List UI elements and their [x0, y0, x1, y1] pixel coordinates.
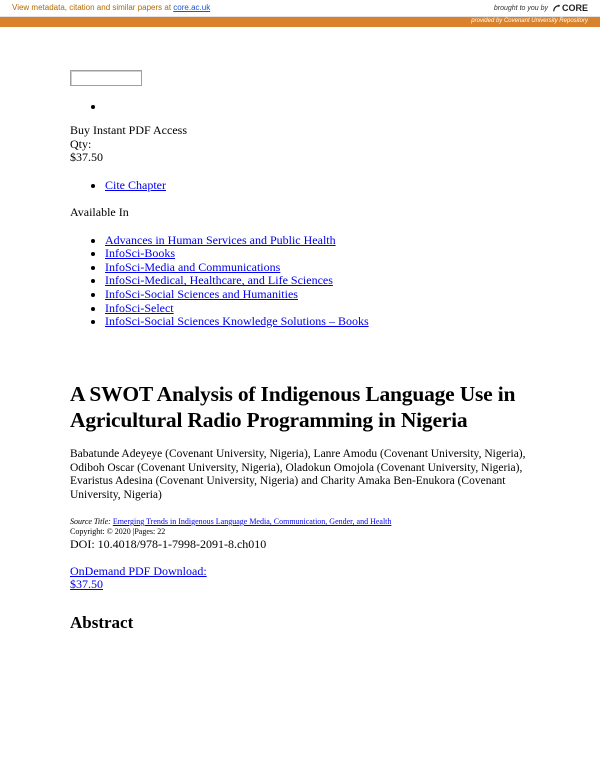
list-item: [105, 288, 540, 302]
collection-link[interactable]: InfoSci-Books: [105, 246, 175, 261]
price-label: $37.50: [70, 150, 103, 164]
source-title-line: [70, 517, 540, 527]
article-authors: Babatunde Adeyeye (Covenant University, Nigeria), Lanre Amodu (Covenant University, Nigeria), Odiboh Oscar (Covenant University, Nigeria), Oladokun Omojola (Covenant University, Nigeria), Evaristus Adesina (Covenant University, Nigeria) and Charity Amaka Ben-Enukora (Covenant University, Nigeria): [70, 447, 526, 502]
core-logo-text: CORE: [561, 3, 588, 13]
spacer: [70, 329, 540, 381]
list-item: [105, 274, 540, 288]
qty-label: Qty:: [70, 136, 92, 151]
collection-link[interactable]: InfoSci-Select: [105, 300, 174, 315]
list-item: [105, 302, 540, 316]
list-item: [105, 234, 540, 248]
empty-bullet-list: [70, 100, 540, 114]
provided-by-text: provided by Covenant University Repository: [471, 18, 588, 24]
article-title: A SWOT Analysis of Indigenous Language Use in Agricultural Radio Programming in Nigeria: [70, 381, 516, 432]
doi-line: DOI: 10.4018/978-1-7998-2091-8.ch010: [70, 536, 267, 551]
spacer: [70, 592, 540, 616]
ondemand-price-link[interactable]: $37.50: [70, 577, 103, 592]
collection-link[interactable]: InfoSci-Social Sciences Knowledge Solutions – Books: [105, 314, 369, 329]
spacer: [70, 433, 540, 448]
page-content: [70, 70, 540, 630]
list-item: [105, 315, 540, 329]
cite-list: [70, 179, 540, 193]
available-in-list: [70, 234, 540, 329]
core-metadata-text: [12, 3, 210, 12]
search-input[interactable]: [70, 70, 142, 86]
collection-link[interactable]: InfoSci-Social Sciences and Humanities: [105, 286, 298, 301]
list-item: [105, 247, 540, 261]
collection-link[interactable]: InfoSci-Medical, Healthcare, and Life Sciences: [105, 273, 333, 288]
ondemand-line: [70, 565, 540, 579]
collection-link[interactable]: InfoSci-Media and Communications: [105, 259, 281, 274]
spacer: [70, 551, 540, 565]
copyright-line: Copyright: © 2020 |Pages: 22: [70, 526, 166, 536]
core-banner: [0, 0, 600, 17]
brought-by-label: brought to you by: [493, 4, 548, 12]
source-title-link[interactable]: Emerging Trends in Indigenous Language Media, Communication, Gender, and Health: [112, 516, 392, 526]
core-ac-uk-link[interactable]: core.ac.uk: [173, 3, 211, 12]
core-provider-strip: [0, 17, 600, 27]
ondemand-price-line: [70, 578, 540, 592]
spacer: [70, 503, 540, 517]
ondemand-pdf-link[interactable]: OnDemand PDF Download:: [70, 563, 207, 578]
abstract-heading: Abstract: [70, 612, 134, 632]
buy-pdf-label: Buy Instant PDF Access: [70, 123, 187, 137]
collection-link[interactable]: Advances in Human Services and Public Health: [105, 232, 336, 247]
source-title-label: Source Title:: [70, 516, 111, 526]
cite-chapter-link[interactable]: Cite Chapter: [105, 177, 166, 192]
empty-list-item: [105, 100, 540, 114]
core-logo[interactable]: [552, 3, 588, 13]
core-logo-icon: [552, 4, 561, 13]
cite-list-item: [105, 179, 540, 193]
available-in-heading: Available In: [70, 205, 129, 220]
list-item: [105, 261, 540, 275]
core-brought-by: [494, 3, 588, 13]
core-metadata-label: View metadata, citation and similar papers at: [12, 3, 174, 12]
